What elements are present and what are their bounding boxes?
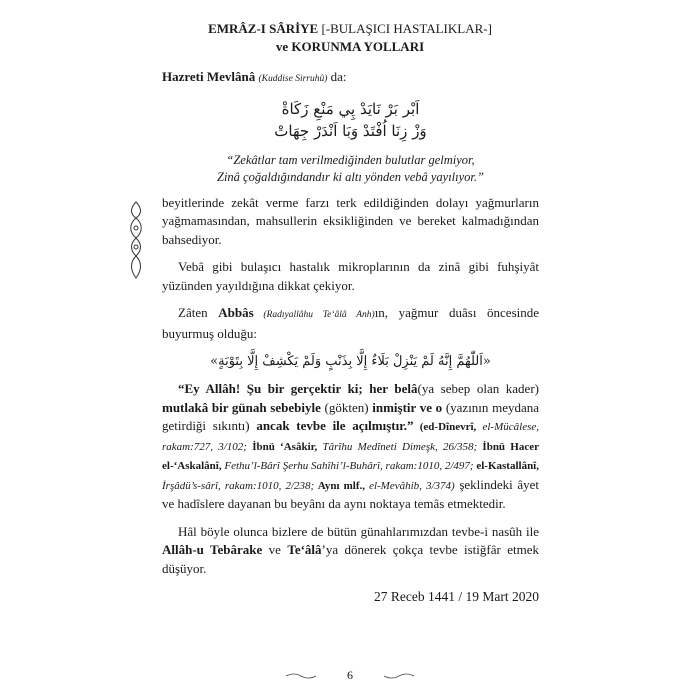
ornament-right-icon [384, 672, 414, 680]
page-body [162, 68, 539, 607]
arabic-verse-line: وَزْ زِنَا اُفْتَدْ وَبَا اَنْدَرْ جِهَاتْ [274, 121, 427, 140]
paragraph: Hâl böyle olunca bizlere de bütün günahlarımızdan tevbe-i nasûh ile Allâh-u Tebârake ve Te‘âlâ’ya dönerek çokça tevbe istiğfâr etmek düşüyor. [162, 523, 539, 576]
source-citations: (ed-Dînevrî, el-Mücâlese, rakam:727, 3/102; İbnü ‘Asâkir, Târîhu Medîneti Dimeşk, 26/358; İbnü Hacer el-‘Askalânî, Fethu’l-Bârî Şerhu Sahîhi’l-Buhârî, rakam:1010, 2/497; el-Kastallânî, İrşâdü’s-sârî, rakam:1010, 2/238; Aynı mlf., el-Mevâhib, 3/374) [162, 421, 539, 492]
page-number: 6 [347, 668, 353, 682]
header-title-bold: EMRÂZ-I SÂRİYE [208, 21, 319, 36]
arabic-prayer: «اَللّٰهُمَّ إِنَّهُ لَمْ يَنْزِلْ بَلَاءٌ إِلَّا بِذَنْبٍ وَلَمْ يَكْشِفْ إِلَّا بِتَوْبَةٍ» [210, 354, 491, 369]
header-title-bracket: [-BULAŞICI HASTALIKLAR-] [318, 21, 492, 36]
hadith-paragraph: “Ey Allâh! Şu bir gerçektir ki; her belâ(ya sebep olan kader) mutlakâ bir günah sebebiyle (gökten) inmiştir ve o (yazının meydana getirdiği sıkıntı) ancak tevbe ile açılmıştır.” (ed-Dînevrî, el-Mücâlese, rakam:727, 3/102; İbnü ‘Asâkir, Târîhu Medîneti Dimeşk, 26/358; İbnü Hacer el-‘Askalânî, Fethu’l-Bârî Şerhu Sahîhi’l-Buhârî, rakam:1010, 2/497; el-Kastallânî, İrşâdü’s-sârî, rakam:1010, 2/238; Aynı mlf., el-Mevâhib, 3/374) şeklindeki âyet ve hadîslere dayanan bu beyânı da aynı noktaya temâs etmektedir. [162, 381, 540, 511]
verse-translation: “Zekâtlar tam verilmediğinden bulutlar gelmiyor, Zinâ çoğaldığındandır ki altı yönden vebâ yayılıyor.” [217, 152, 484, 184]
arabic-verse-line: اَبْر بَرْ نَايَدْ پِي مَنْعِ زَكَاةْ [281, 99, 420, 118]
ornament-left-icon [286, 672, 316, 680]
running-header [0, 20, 700, 56]
page-footer [0, 668, 700, 683]
date-line: 27 Receb 1441 / 19 Mart 2020 [374, 589, 539, 604]
paragraph: Zâten Abbâs (Radıyallâhu Te‘âlâ Anh)ın, yağmur duâsı öncesinde buyurmuş olduğu: [162, 305, 540, 341]
floral-ornament-icon [126, 200, 146, 280]
header-line-1 [0, 20, 700, 38]
paragraph: beyitlerinde zekât verme farzı terk edildiğinden dolayı yağmurların yağmamasından, mahsullerin eksikliğinden ve bereket kalmadığından bahsediyor. [162, 194, 539, 247]
intro-line: Hazreti Mevlânâ (Kuddise Sirruhû) da: [162, 69, 347, 84]
arabic-verse [162, 98, 539, 142]
paragraph: Vebâ gibi bulaşıcı hastalık mikroplarının da zinâ gibi fuhşiyât yüzünden yayıldığına dikkat çekiyor. [162, 259, 539, 293]
header-line-2: ve KORUNMA YOLLARI [275, 39, 425, 54]
